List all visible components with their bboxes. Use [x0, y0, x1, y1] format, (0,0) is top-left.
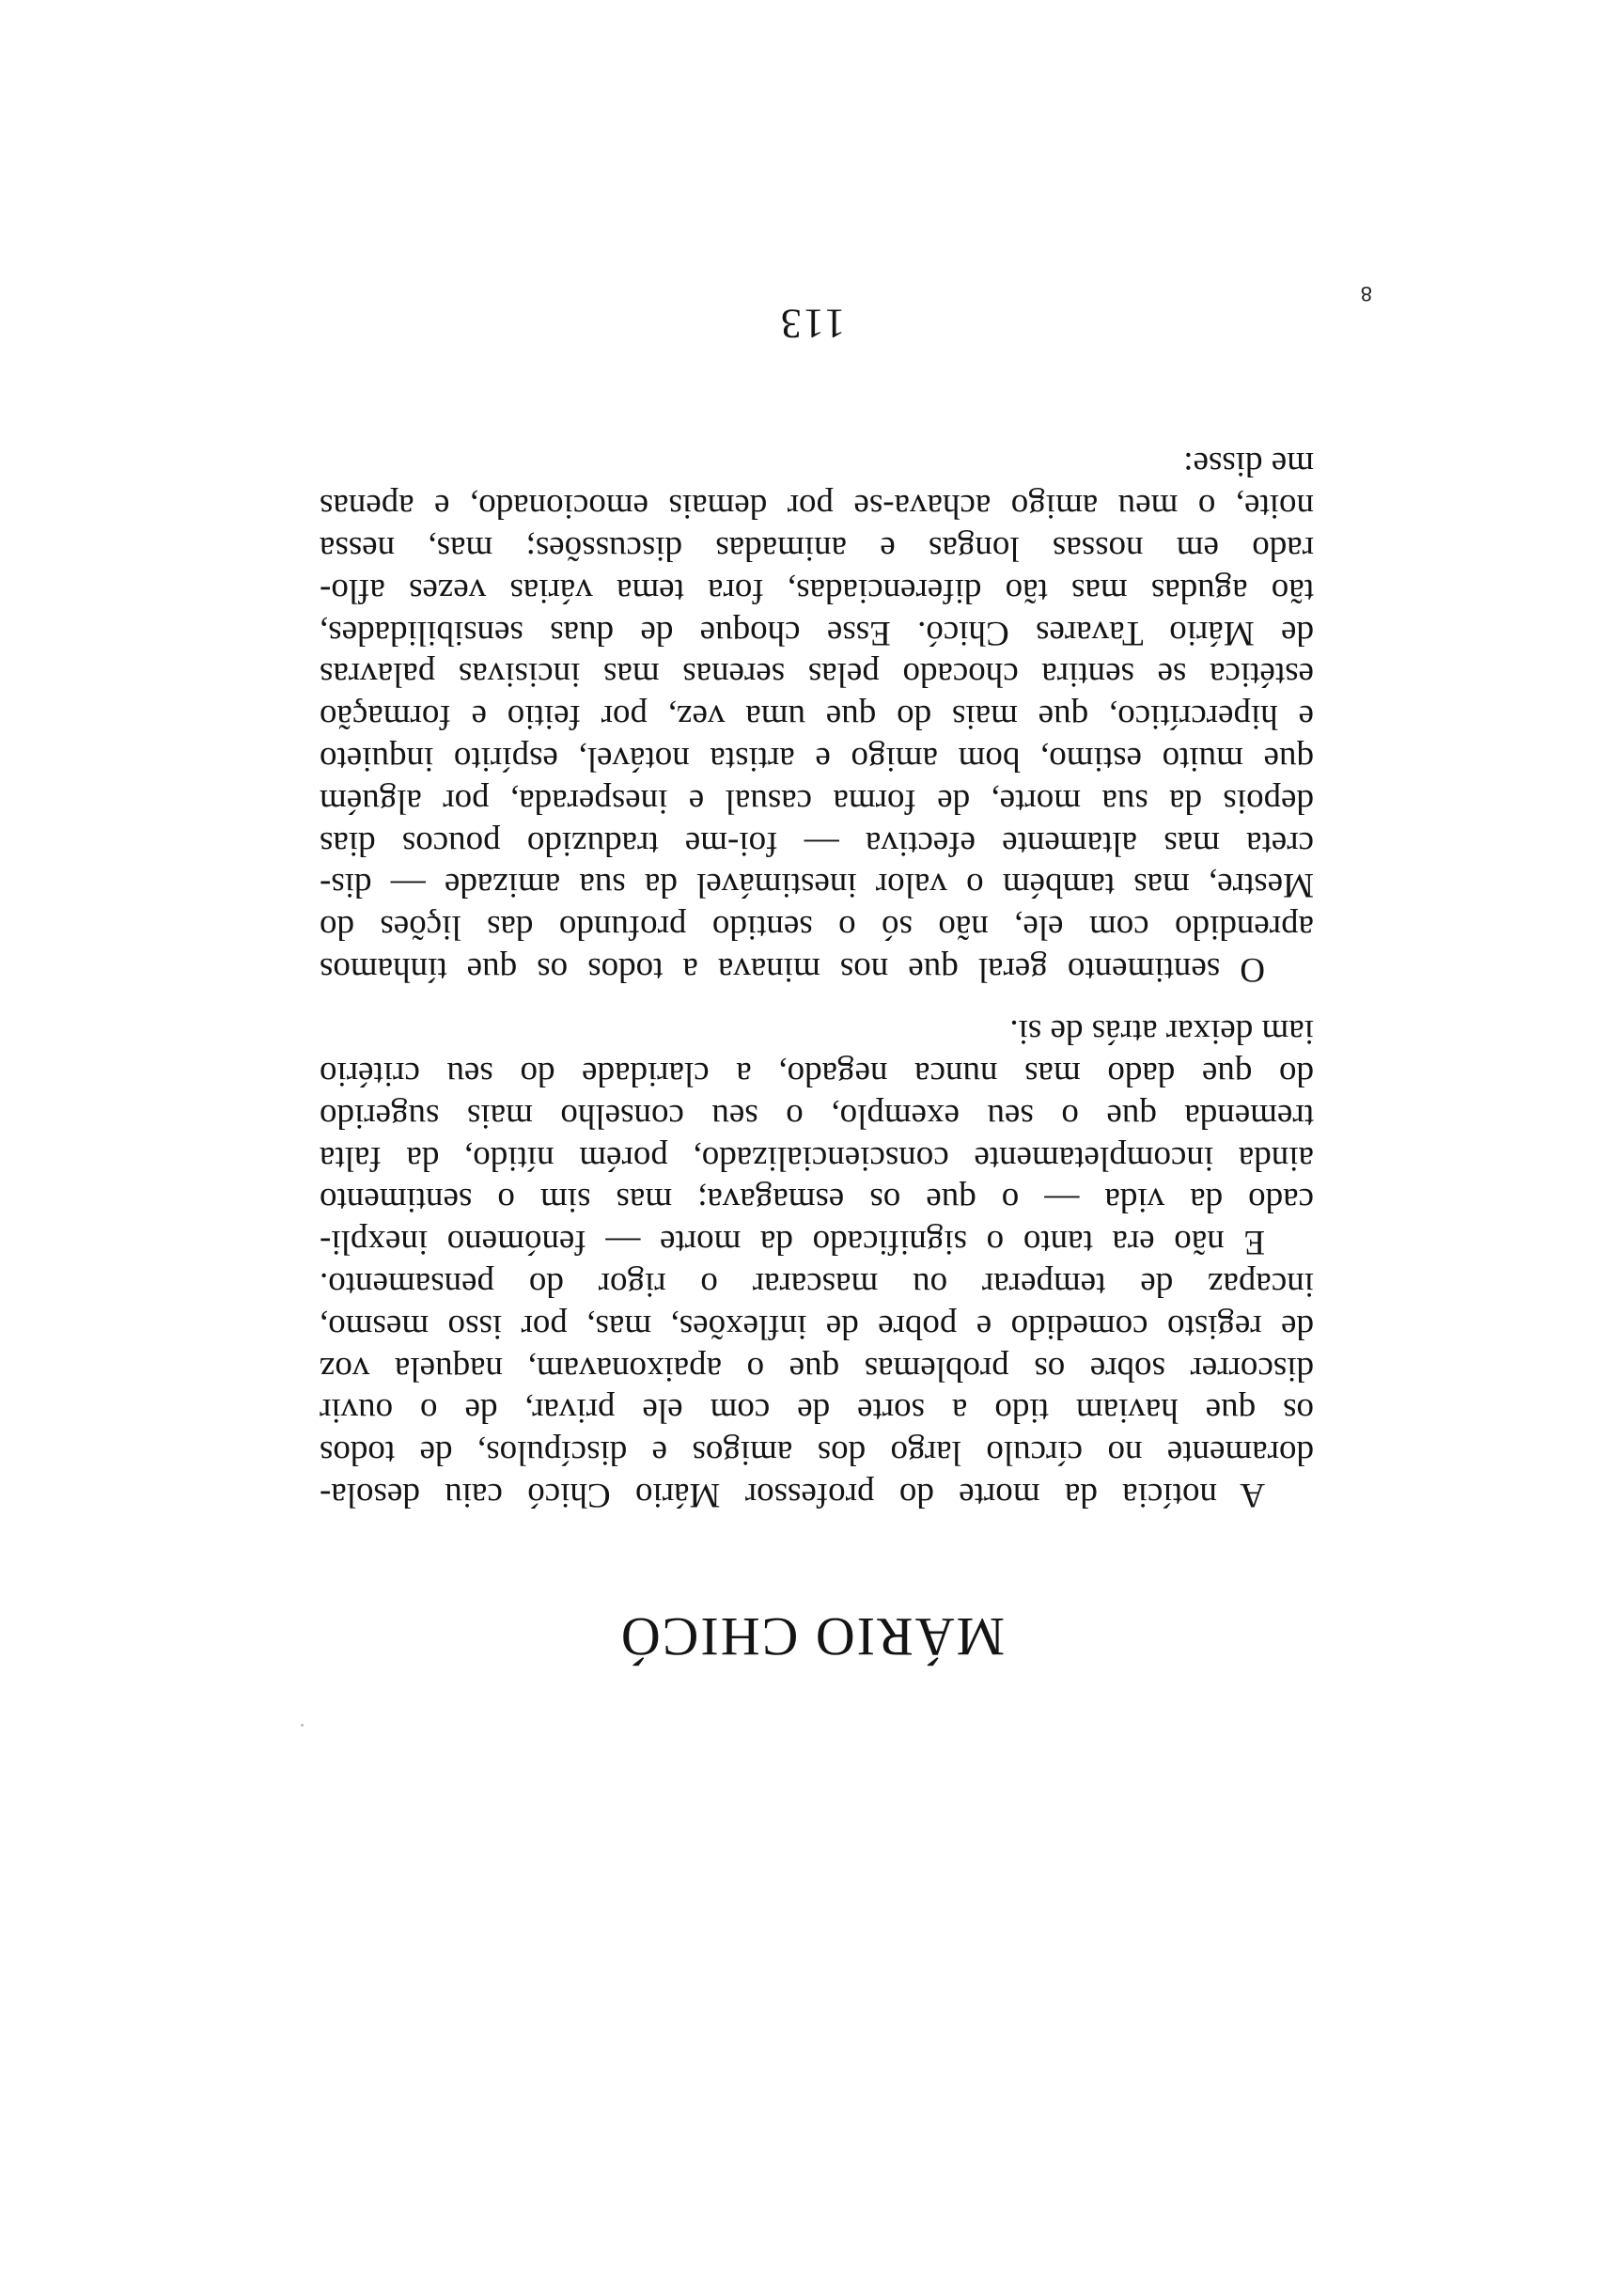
text-line: depois da sua morte, de forma casual e inesperada, por alguém [320, 781, 1314, 821]
text-line: rado em nossas longas e animadas discussões; mas, nessa [320, 529, 1314, 569]
text-line: A notícia da morte do professor Mário Chicó caiu desola- [320, 1476, 1265, 1514]
text-line: os que haviam tido a sorte de com ele privar, de o ouvir [320, 1391, 1314, 1431]
text-line: Mestre, mas também o valor inestimável da sua amizade — dis- [320, 866, 1314, 905]
text-line: creta mas altamente efectiva — foi-me traduzido poucos dias [320, 823, 1314, 863]
text-line: estética se sentira chocado pelas serenas mas incisivas palavras [320, 655, 1314, 695]
text-line: e hipercrítico, que mais do que uma vez, por feitio e formação [320, 697, 1314, 737]
chapter-title: MÁRIO CHICÓ [618, 1606, 1006, 1667]
signature-mark: 8 [1360, 282, 1372, 305]
text-line: aprendido com ele, não só o sentido profundo das lições do [320, 908, 1314, 947]
paragraph-2 [320, 443, 1314, 990]
text-line: O sentimento geral que nos minava a todos os que tínhamos [320, 950, 1265, 989]
text-line: incapaz de temperar ou mascarar o rigor do pensamento. [320, 1265, 1314, 1305]
text-line: do que dado mas nunca negado, a claridade do seu critério [320, 1055, 1314, 1094]
text-line: E não era tanto o significado da morte — fenómeno inexpli- [320, 1223, 1265, 1262]
text-line: noite, o meu amigo achava-se por demais emocionado, e apenas [320, 487, 1314, 526]
text-line: discorrer sobre os problemas que o apaixonavam, naquela voz [320, 1349, 1314, 1388]
text-line: de Mário Tavares Chicó. Esse choque de duas sensibilidades, [320, 613, 1314, 652]
scan-speck [301, 1724, 304, 1727]
text-line: que muito estimo, bom amigo e artista notável, espírito inquieto [320, 740, 1314, 779]
text-line: cado da vida — o que os esmagava; mas sim o sentimento [320, 1181, 1314, 1220]
text-line: de registo comedido e pobre de inflexões, mas, por isso mesmo, [320, 1306, 1314, 1346]
paragraph-1 [320, 1009, 1314, 1515]
text-line: tremenda que o seu exemplo, o seu conselho mais sugerido [320, 1096, 1314, 1135]
text-line: iam deixar atrás de si. [1009, 1012, 1314, 1052]
text-line: doramente no círculo largo dos amigos e discípulos, de todos [320, 1433, 1314, 1473]
page-number: 113 [778, 301, 846, 347]
text-line: me disse: [1183, 445, 1314, 484]
text-line: tão agudas mas tão diferenciadas, fora tema várias vezes aflo- [320, 571, 1314, 610]
text-line: ainda incompletamente consciencializado, porém nítido, da falta [320, 1138, 1314, 1178]
